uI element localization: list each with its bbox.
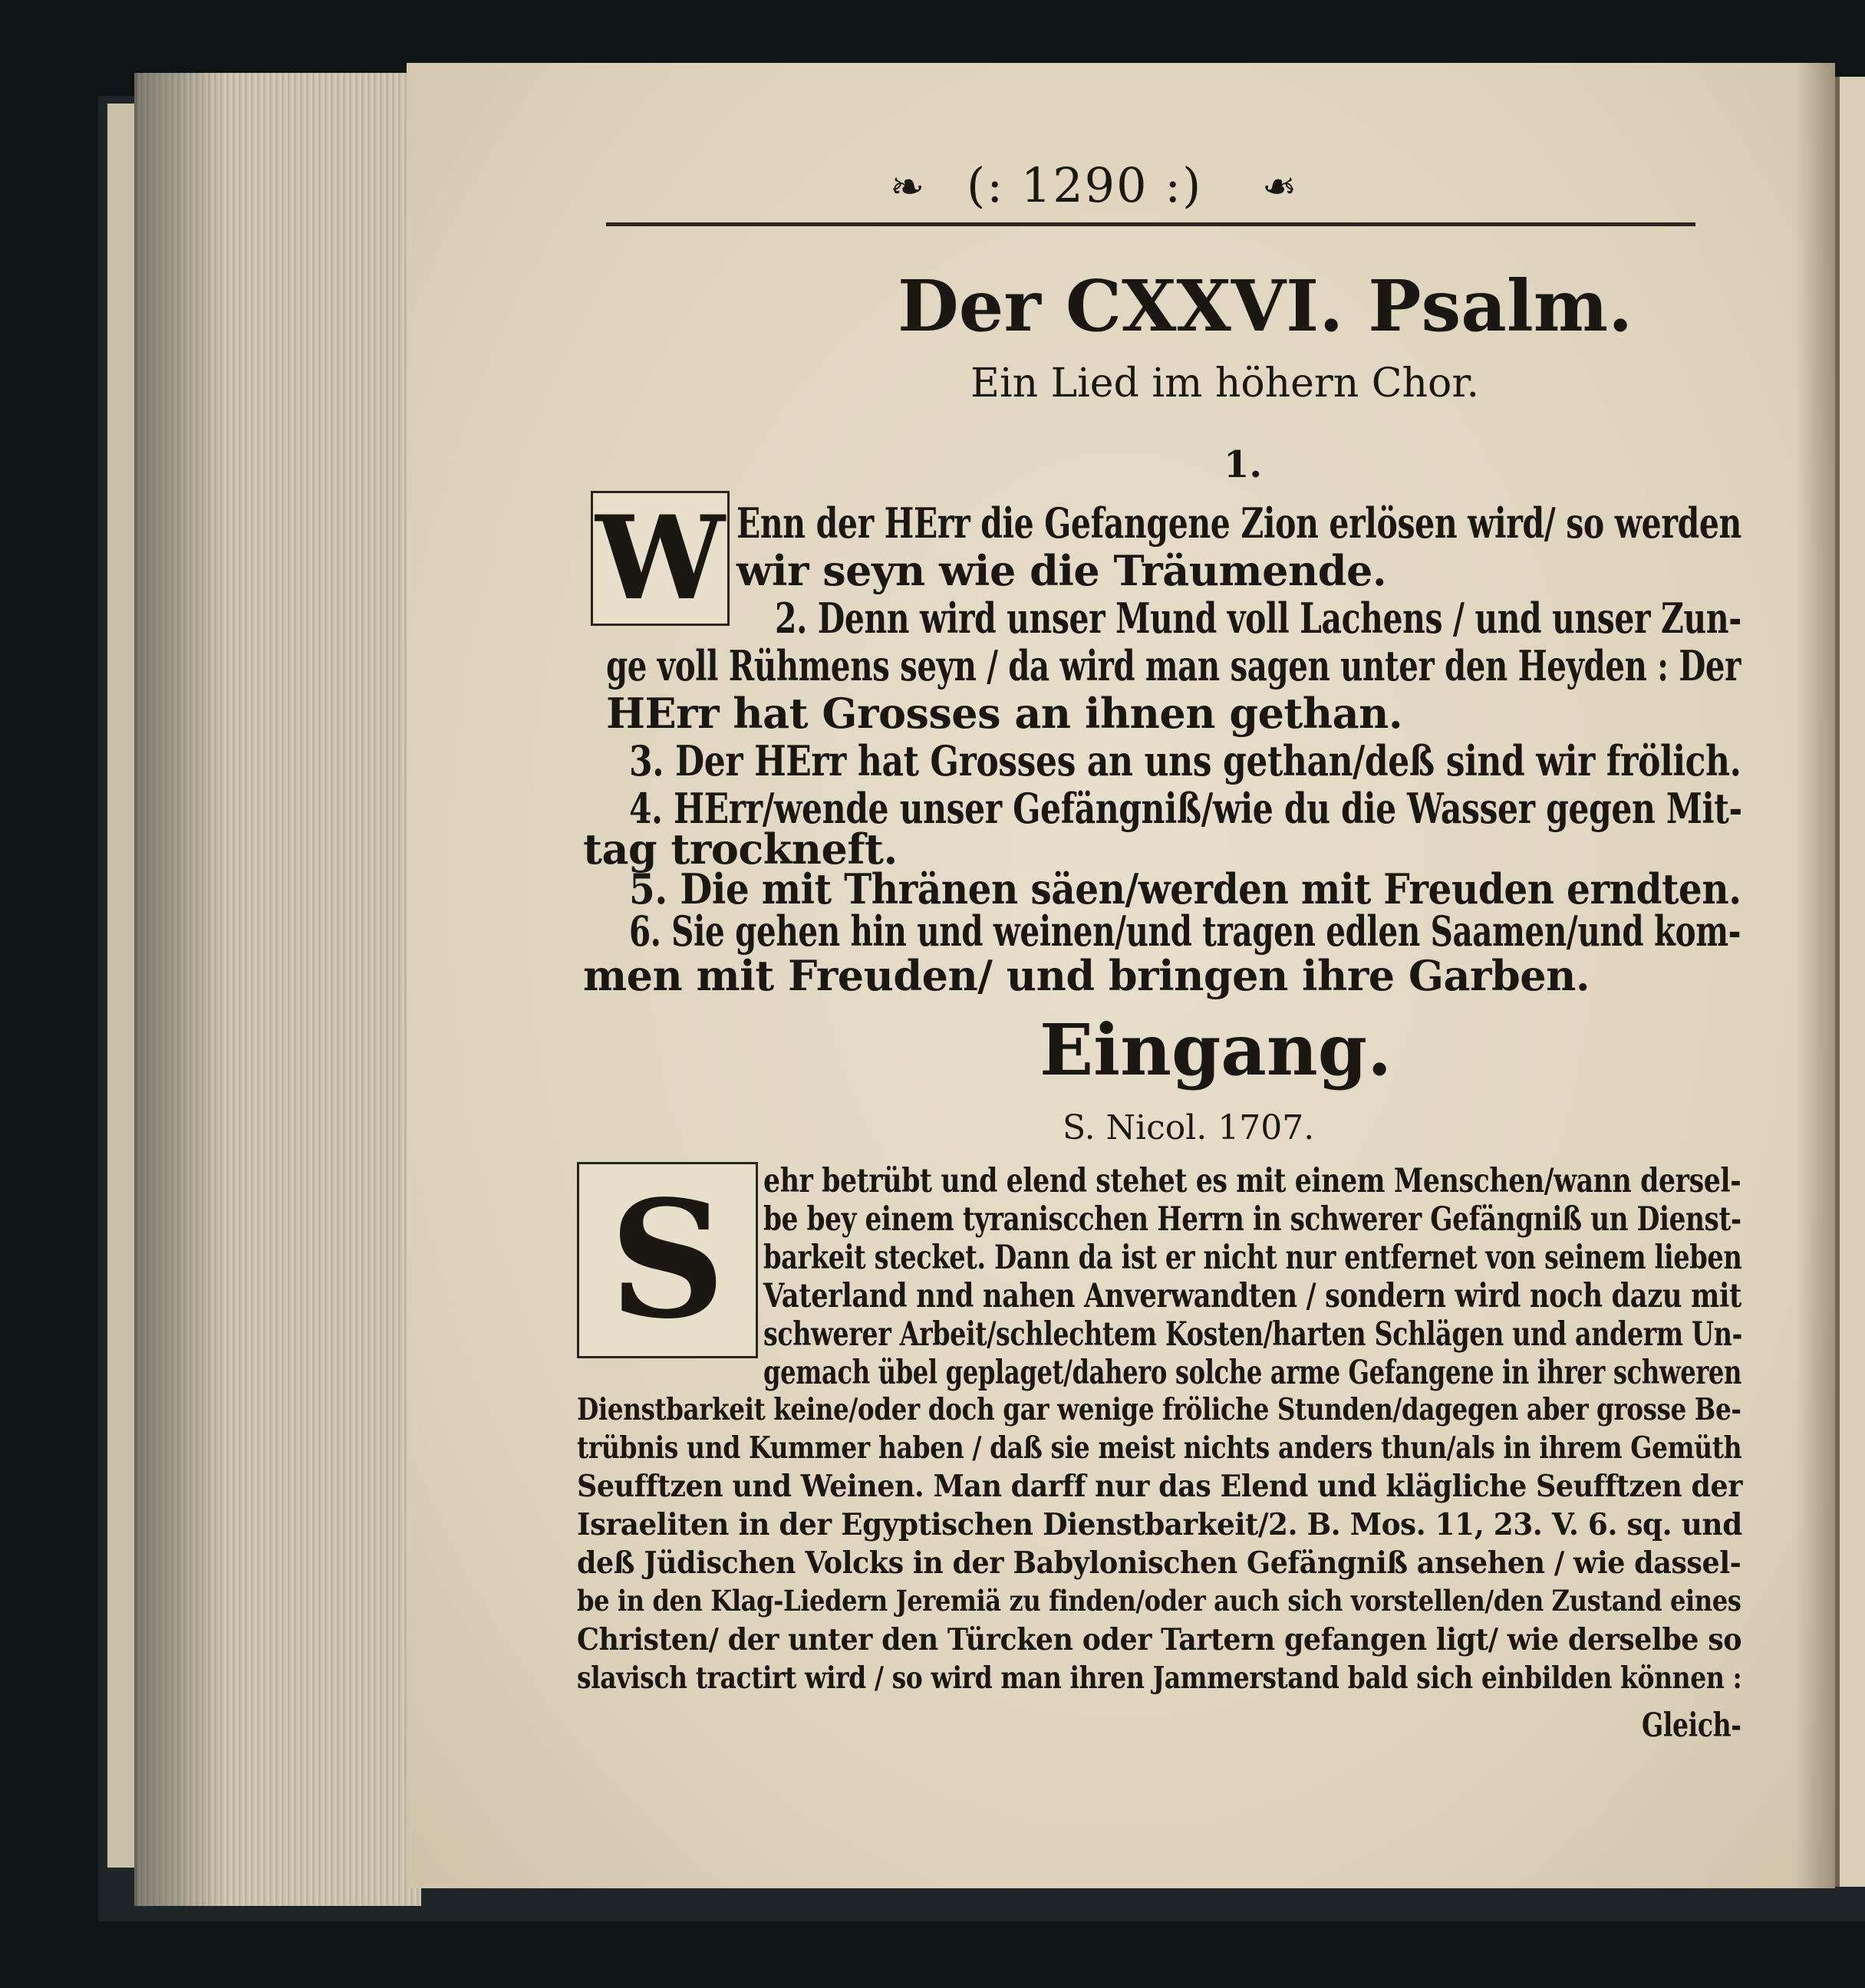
verse-line: 2. Denn wird unser Mund voll Lachens / und unser Zun-: [775, 594, 1741, 643]
paragraph-line: slavisch tractirt wird / so wird man ihren Jammerstand bald sich einbilden können :: [577, 1661, 1742, 1696]
stanza-number: 1.: [1224, 443, 1263, 486]
paragraph-line: Seufftzen und Weinen. Man darff nur das Elend und klägliche Seufftzen der: [577, 1469, 1742, 1504]
left-ornament-icon: ❧: [890, 163, 925, 211]
verse-line: 6. Sie gehen hin und weinen/und tragen edlen Saamen/und kom-: [629, 907, 1741, 956]
verse-line: tag trockneft.: [583, 824, 898, 874]
verse-line: men mit Freuden/ und bringen ihre Garben.: [583, 951, 1590, 1000]
verse-line: 5. Die mit Thränen säen/werden mit Freuden erndten.: [629, 864, 1741, 913]
verse-line: Enn der HErr die Gefangene Zion erlösen wird/ so werden: [736, 499, 1741, 548]
verse-line: 3. Der HErr hat Grosses an uns gethan/deß sind wir frölich.: [629, 736, 1741, 785]
paragraph-line: ehr betrübt und elend stehet es mit einem Menschen/wann dersel-: [763, 1162, 1741, 1200]
section-title: Eingang.: [1040, 1009, 1392, 1091]
header-rule: [606, 222, 1695, 226]
section-drop-cap: S: [577, 1162, 758, 1358]
right-ornament-icon: ❧: [1262, 163, 1297, 211]
paragraph-line: Christen/ der unter den Türcken oder Tartern gefangen ligt/ wie derselbe so: [577, 1622, 1742, 1657]
paragraph-line: schwerer Arbeit/schlechtem Kosten/harten Schlägen und anderm Un-: [763, 1315, 1742, 1354]
paragraph-line: Israeliten in der Egyptischen Dienstbarkeit/2. B. Mos. 11, 23. V. 6. sq. und: [577, 1507, 1742, 1542]
facing-page-edge: [1835, 77, 1865, 1887]
fore-edge-shadow: [134, 73, 226, 1906]
paragraph-line: be bey einem tyraniscchen Herrn in schwerer Gefängniß un Dienst-: [763, 1200, 1741, 1239]
verse-line: HErr hat Grosses an ihnen gethan.: [606, 689, 1403, 738]
catchword: Gleich-: [1642, 1707, 1741, 1745]
paragraph-line: Dienstbarkeit keine/oder doch gar wenige fröliche Stunden/dagegen aber grosse Be-: [577, 1392, 1741, 1427]
psalm-subtitle: Ein Lied im höhern Chor.: [970, 360, 1480, 406]
page-gutter-shadow: [1795, 63, 1835, 1888]
paragraph-line: Vaterland nnd nahen Anverwandten / sondern wird noch dazu mit: [763, 1277, 1741, 1315]
paragraph-line: gemach übel geplaget/dahero solche arme Gefangene in ihrer schweren: [763, 1354, 1742, 1392]
paragraph-line: deß Jüdischen Volcks in der Babylonischen Gefängniß ansehen / wie dassel-: [577, 1545, 1741, 1581]
verse-line: 4. HErr/wende unser Gefängniß/wie du die Wasser gegen Mit-: [629, 784, 1742, 833]
verse-line: ge voll Rühmens seyn / da wird man sagen unter den Heyden : Der: [606, 641, 1741, 690]
psalm-title: Der CXXVI. Psalm.: [898, 265, 1633, 347]
paragraph-line: barkeit stecket. Dann da ist er nicht nur entfernet von seinem lieben: [763, 1239, 1742, 1277]
page-number: (: 1290 :): [967, 157, 1203, 213]
paragraph-line: trübnis und Kummer haben / daß sie meist nichts anders thun/als in ihrem Gemüth: [577, 1430, 1742, 1466]
verse-line: wir seyn wie die Träumende.: [736, 546, 1387, 595]
psalm-drop-cap: W: [591, 491, 730, 626]
source-reference: S. Nicol. 1707.: [1063, 1108, 1315, 1147]
paragraph-line: be in den Klag-Liedern Jeremiä zu finden/oder auch sich vorstellen/den Zustand eines: [577, 1584, 1741, 1618]
